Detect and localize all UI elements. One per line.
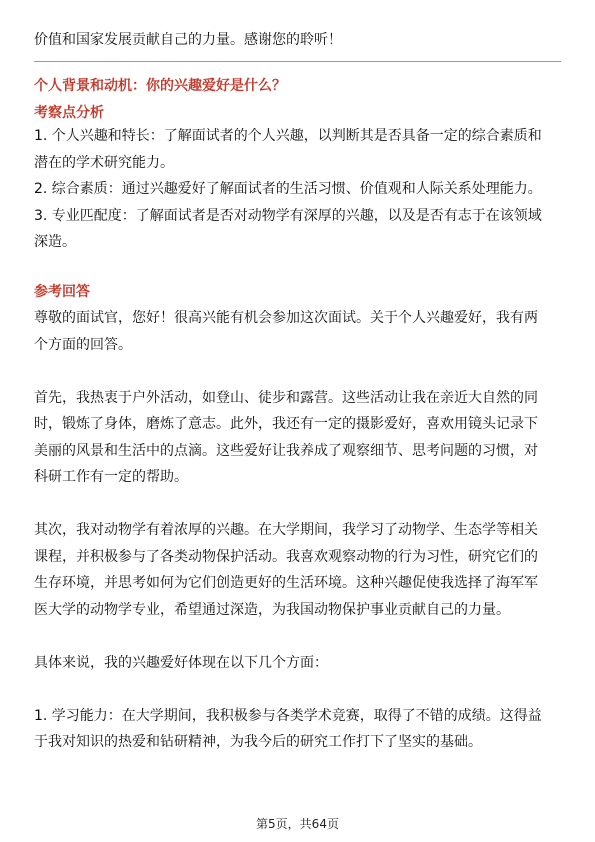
paragraph-line: 课程，并积极参与了各类动物保护活动。我喜欢观察动物的行为习性，研究它们的 [34, 548, 538, 565]
paragraph-line: 1. 学习能力：在大学期间，我积极参与各类学术竞赛，取得了不错的成绩。这得益 [34, 707, 542, 724]
page-number-footer: 第5页，共64页 [256, 817, 339, 831]
question-title: 个人背景和动机：你的兴趣爱好是什么？ [34, 78, 286, 94]
paragraph-line: 科研工作有一定的帮助。 [34, 469, 188, 485]
answer-paragraph [34, 305, 561, 358]
analysis-section [34, 103, 561, 256]
analysis-line: 2. 综合素质：通过兴趣爱好了解面试者的生活习惯、价值观和人际关系处理能力。 [34, 181, 542, 197]
section-divider [34, 61, 561, 62]
analysis-heading: 考察点分析 [34, 105, 104, 121]
paragraph-line: 个方面的回答。 [34, 336, 132, 353]
paragraph-line: 时，锻炼了身体，磨炼了意志。此外，我还有一定的摄影爱好，喜欢用镜头记录下 [34, 416, 538, 432]
answer-section [34, 282, 561, 782]
paragraph-line: 生存环境，并思考如何为它们创造更好的生活环境。这种兴趣促使我选择了海军军 [34, 575, 538, 591]
answer-heading: 参考回答 [34, 284, 90, 300]
paragraph-line: 尊敬的面试官，您好！很高兴能有机会参加这次面试。关于个人兴趣爱好，我有两 [34, 310, 538, 326]
answer-paragraph [34, 517, 561, 623]
analysis-line: 深造。 [34, 234, 76, 250]
answer-paragraph [34, 385, 561, 491]
analysis-line: 3. 专业匹配度：了解面试者是否对动物学有深厚的兴趣，以及是否有志于在该领域 [34, 207, 542, 224]
paragraph-line: 其次，我对动物学有着浓厚的兴趣。在大学期间，我学习了动物学、生态学等相关 [34, 522, 538, 538]
analysis-line: 1. 个人兴趣和特长：了解面试者的个人兴趣，以判断其是否具备一定的综合素质和 [34, 128, 542, 144]
paragraph-line: 医大学的动物学专业，希望通过深造，为我国动物保护事业贡献自己的力量。 [34, 601, 510, 618]
intro-line: 价值和国家发展贡献自己的力量。感谢您的聆听！ [34, 32, 342, 48]
answer-paragraph [34, 650, 561, 677]
answer-paragraph [34, 703, 561, 756]
paragraph-line: 美丽的风景和生活中的点滴。这些爱好让我养成了观察细节、思考问题的习惯，对 [34, 442, 538, 459]
analysis-line: 潜在的学术研究能力。 [34, 154, 174, 171]
paragraph-line: 首先，我热衷于户外活动，如登山、徒步和露营。这些活动让我在亲近大自然的同 [34, 389, 538, 406]
document-page [34, 0, 561, 842]
paragraph-line: 于我对知识的热爱和钻研精神，为我今后的研究工作打下了坚实的基础。 [34, 734, 482, 750]
paragraph-line: 具体来说，我的兴趣爱好体现在以下几个方面： [34, 654, 328, 671]
